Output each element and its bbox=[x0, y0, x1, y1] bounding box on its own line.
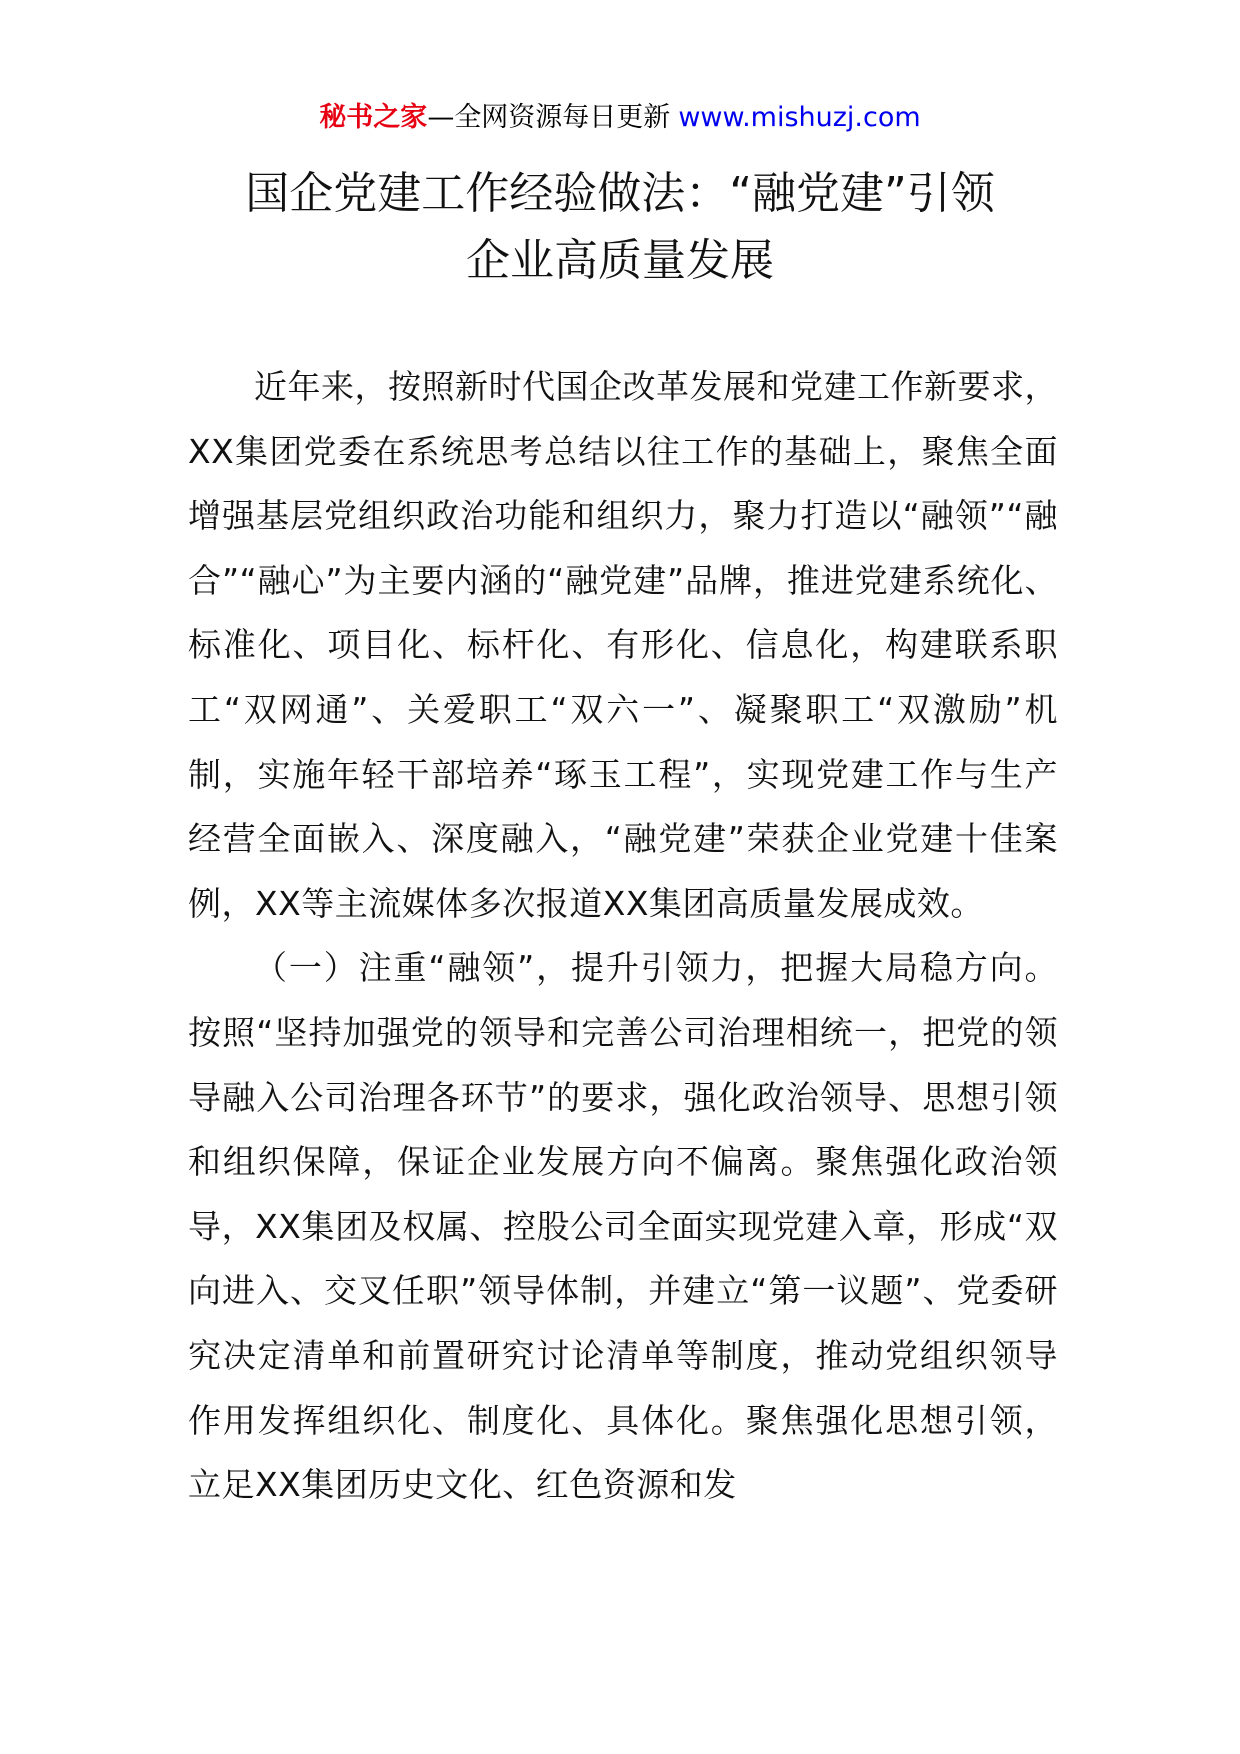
document-body bbox=[188, 355, 1058, 1518]
title-line-1: 国企党建工作经验做法：“融党建”引领 bbox=[245, 168, 995, 219]
body-paragraph: （一）注重“融领”，提升引领力，把握大局稳方向。按照“坚持加强党的领导和完善公司治理相统一，把党的领导融入公司治理各环节”的要求，强化政治领导、思想引领和组织保障，保证企业发展方向不偏离。聚焦强化政治领导，XX集团及权属、控股公司全面实现党建入章，形成“双向进入、交叉任职”领导体制，并建立“第一议题”、党委研究决定清单和前置研究讨论清单等制度，推动党组织领导作用发挥组织化、制度化、具体化。聚焦强化思想引领，立足XX集团历史文化、红色资源和发 bbox=[188, 948, 1058, 1505]
site-header bbox=[0, 98, 1240, 138]
site-brand: 秘书之家 bbox=[319, 102, 428, 133]
site-tagline: —全网资源每日更新 bbox=[427, 102, 671, 133]
title-line-2: 企业高质量发展 bbox=[466, 235, 774, 286]
document-title bbox=[120, 160, 1120, 294]
site-url-link[interactable]: www.mishuzj.com bbox=[678, 102, 921, 133]
body-paragraph: 近年来，按照新时代国企改革发展和党建工作新要求，XX集团党委在系统思考总结以往工作的基础上，聚焦全面增强基层党组织政治功能和组织力，聚力打造以“融领”“融合”“融心”为主要内涵的“融党建”品牌，推进党建系统化、标准化、项目化、标杆化、有形化、信息化，构建联系职工“双网通”、关爱职工“双六一”、凝聚职工“双激励”机制，实施年轻干部培养“琢玉工程”，实现党建工作与生产经营全面嵌入、深度融入，“融党建”荣获企业党建十佳案例，XX等主流媒体多次报道XX集团高质量发展成效。 bbox=[188, 367, 1058, 923]
